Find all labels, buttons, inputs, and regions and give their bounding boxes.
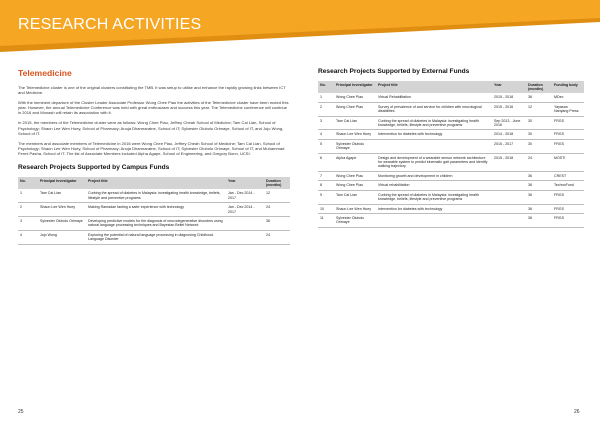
table-cell: Jojo Wong [38, 230, 86, 244]
campus-funds-title: Research Projects Supported by Campus Funds [18, 164, 170, 172]
column-header: Year [494, 83, 502, 87]
table-row [18, 203, 290, 217]
column-header: No. [20, 179, 26, 184]
table-cell: 36 [526, 190, 552, 204]
table-cell: TechnoFund [552, 181, 584, 190]
table-row [318, 130, 584, 139]
column-header: Funding body [554, 83, 578, 87]
table-cell: FRGS [552, 130, 584, 139]
column-header: Duration (months) [528, 83, 544, 92]
left-page [18, 64, 290, 245]
table-cell: Intervention for diabetes with technology [376, 204, 492, 213]
table-cell: 24 [264, 230, 290, 244]
table-cell: Exploring the potential of natural language processing in diagnosing Childhood Language Disorder [86, 230, 226, 244]
external-funds-body [318, 93, 584, 227]
table-cell: 6 [318, 153, 334, 171]
table-cell: Design and development of a wearable sensor network architecture for wearable system to predict kinematic gait parameters and identify walking trajectory [376, 153, 492, 171]
table-cell: 36 [526, 181, 552, 190]
table-cell: 30 [526, 130, 552, 139]
table-cell [226, 230, 264, 244]
table-cell: 24 [264, 203, 290, 217]
table-cell: 2014 - 2018 [492, 130, 526, 139]
table-cell: 4 [318, 130, 334, 139]
external-funds-header [318, 81, 584, 93]
page-number-left: 25 [18, 409, 24, 415]
table-cell: Wong Chee Piau [334, 171, 376, 180]
table-cell: 9 [318, 190, 334, 204]
table-cell: Virtual rehabilitation [376, 181, 492, 190]
table-cell: Alpha Agape [334, 153, 376, 171]
table-cell [226, 217, 264, 231]
table-cell: 36 [264, 217, 290, 231]
table-row [318, 190, 584, 204]
table-cell [492, 204, 526, 213]
table-cell: Curbing the spread of diabetes in Malaysia: investigating health knowledge, beliefs, lifestyle and preventive programs [86, 189, 226, 202]
column-header: No. [320, 83, 326, 87]
table-cell: Jan - Dec 2014 - 2017 [226, 203, 264, 217]
intro-paragraph: The Telemedicine cluster is one of the original clusters constituting the TMB. It was setup to utilise and enhance the rapidly growing links between ICT and Medicine. [18, 85, 286, 96]
table-cell: 5 [318, 139, 334, 153]
page-title: RESEARCH ACTIVITIES [18, 16, 202, 33]
table-row [318, 139, 584, 153]
external-funds-title: Research Projects Supported by External Funds [318, 68, 470, 75]
table-row [318, 171, 584, 180]
table-cell: 2 [318, 102, 334, 116]
table-cell: FRGS [552, 213, 584, 227]
table-cell: FRGS [552, 204, 584, 213]
table-cell: Monitoring growth and development in children [376, 171, 492, 180]
table-cell [492, 213, 526, 227]
external-funds-table [318, 81, 584, 228]
table-row [18, 189, 290, 202]
table-row [318, 153, 584, 171]
table-cell: 36 [526, 93, 552, 102]
table-cell: 3 [18, 217, 38, 231]
table-cell [492, 171, 526, 180]
table-cell: Shaun Lee Wen Huey [38, 203, 86, 217]
table-row [318, 93, 584, 102]
table-cell: Curbing the spread of diabetes in Malaysia: investigating health knowledge, beliefs, lifestyle and preventive programs [376, 116, 492, 130]
table-cell: FRGS [552, 190, 584, 204]
column-header: Principal Investigator [40, 179, 77, 184]
table-cell: Jan - Dec 2014 - 2017 [226, 189, 264, 202]
campus-funds-body [18, 189, 290, 244]
column-header: Principal Investigator [336, 83, 373, 87]
table-cell: FRGS [552, 116, 584, 130]
table-row [318, 181, 584, 190]
column-header: Project title [88, 179, 108, 184]
table-cell [492, 181, 526, 190]
table-cell: 2015 - 2018 [492, 153, 526, 171]
table-header-row [318, 81, 584, 93]
campus-funds-header [18, 177, 290, 189]
table-cell: Intervention for diabetes with technology [376, 130, 492, 139]
table-cell: MOSTI [552, 153, 584, 171]
table-cell: 1 [318, 93, 334, 102]
table-cell: 2015 - 2016 [492, 102, 526, 116]
table-cell: FRGS [552, 139, 584, 153]
table-cell: 36 [526, 204, 552, 213]
activity-paragraph: With the imminent departure of the Cluster Leader Associate Professor Wong Chee Piau the activities of the Telemedicine cluster have been muted this year. However, the annual Telemedicine Conference was held with great enthusiasm and success this year. The Telemedicine conference will continue in 2016 and Monash will retain its association with it. [18, 100, 289, 116]
table-cell [492, 190, 526, 204]
column-header: Project title [378, 83, 398, 87]
table-cell: 4 [18, 230, 38, 244]
page-number-right: 26 [574, 409, 580, 415]
table-cell: Sylvester Olubolu Orimaye [38, 217, 86, 231]
table-cell: Tam Cai Lian [38, 189, 86, 202]
table-cell: Wong Chee Piau [334, 93, 376, 102]
table-cell: 36 [526, 213, 552, 227]
table-cell: 7 [318, 171, 334, 180]
table-row [318, 102, 584, 116]
table-cell: 8 [318, 181, 334, 190]
table-row [18, 217, 290, 231]
table-cell: 24 [526, 153, 552, 171]
campus-funds-table [18, 177, 290, 245]
table-cell: Tam Cai Lian [334, 116, 376, 130]
table-cell: 10 [318, 204, 334, 213]
table-cell: Sylvester Olubolu Orimaye [334, 213, 376, 227]
table-cell: 30 [526, 139, 552, 153]
table-cell: 30 [526, 116, 552, 130]
table-cell: Shaun Lee Wen Huey [334, 130, 376, 139]
table-cell: Yayasan Nanyang Press [552, 102, 584, 116]
table-cell: CREST [552, 171, 584, 180]
column-header: Year [228, 179, 236, 184]
table-cell: Wong Chee Piau [334, 102, 376, 116]
table-cell: 11 [318, 213, 334, 227]
table-cell: Tam Cai Lian [334, 190, 376, 204]
table-cell: Sylvester Olubolu Orimaye [334, 139, 376, 153]
table-cell: MDec [552, 93, 584, 102]
table-cell [376, 213, 492, 227]
table-header-row [18, 177, 290, 189]
table-cell: Shaun Lee Wen Huey [334, 204, 376, 213]
section-heading: Telemedicine [18, 68, 72, 78]
table-row [318, 204, 584, 213]
right-page [318, 64, 584, 228]
table-cell: 2 [18, 203, 38, 217]
members-2015-paragraph: In 2015, the members of the Telemedicine cluster were as follows: Wong Chee Piau, Jeffrey Cheah School of Medicine; Tam Cai Lian, School of Psychology; Shaun Lee Wen Huey, School of Pharmacy; Anuja Dharmaratne, School of IT; Sylvester Olubolu Orimaye, School of IT, and Jojo Wong, School of IT. [18, 120, 284, 136]
table-row [318, 213, 584, 227]
table-cell: 2015 - 2018 [492, 93, 526, 102]
table-cell: 3 [318, 116, 334, 130]
table-cell: Survey of prevalence of and service for children with neurological disabilities [376, 102, 492, 116]
table-row [318, 116, 584, 130]
table-cell: Virtual Rehabilitation [376, 93, 492, 102]
column-header: Duration (months) [266, 179, 282, 188]
table-cell: Sep 2013 - June 2016 [492, 116, 526, 130]
table-cell: 2015 - 2017 [492, 139, 526, 153]
table-cell: Developing predictive models for the diagnosis of neurodegenerative disorders using natural language processing techniques and Bayesian Belief Network [86, 217, 226, 231]
table-cell [376, 139, 492, 153]
table-cell: 12 [526, 102, 552, 116]
table-cell: Curbing the spread of diabetes in Malaysia: investigating health knowledge, beliefs, lifestyle and preventive programs [376, 190, 492, 204]
table-cell: 12 [264, 189, 290, 202]
table-cell: 1 [18, 189, 38, 202]
table-cell: 36 [526, 171, 552, 180]
table-cell: Wong Chee Piau [334, 181, 376, 190]
members-2016-paragraph: The members and associate members of Telemedicine in 2016 were Wong Chee Piau, Jeffrey Cheah School of Medicine; Tam Cai Lian, School of Psychology; Shaun Lee Wen Huey, School of Pharmacy; Anuja Dharmaratne, School of IT; Sylvester Olubolu Orimaye, School of IT, and Muhammad Fermi Pasha, School of IT. The list of Associate Members included Alpha Agape, School of Engineering, and Gregory Bonn, UCSI. [18, 140, 285, 156]
table-row [18, 230, 290, 244]
table-cell: Making Ramadan fasting a safer experience with technology [86, 203, 226, 217]
